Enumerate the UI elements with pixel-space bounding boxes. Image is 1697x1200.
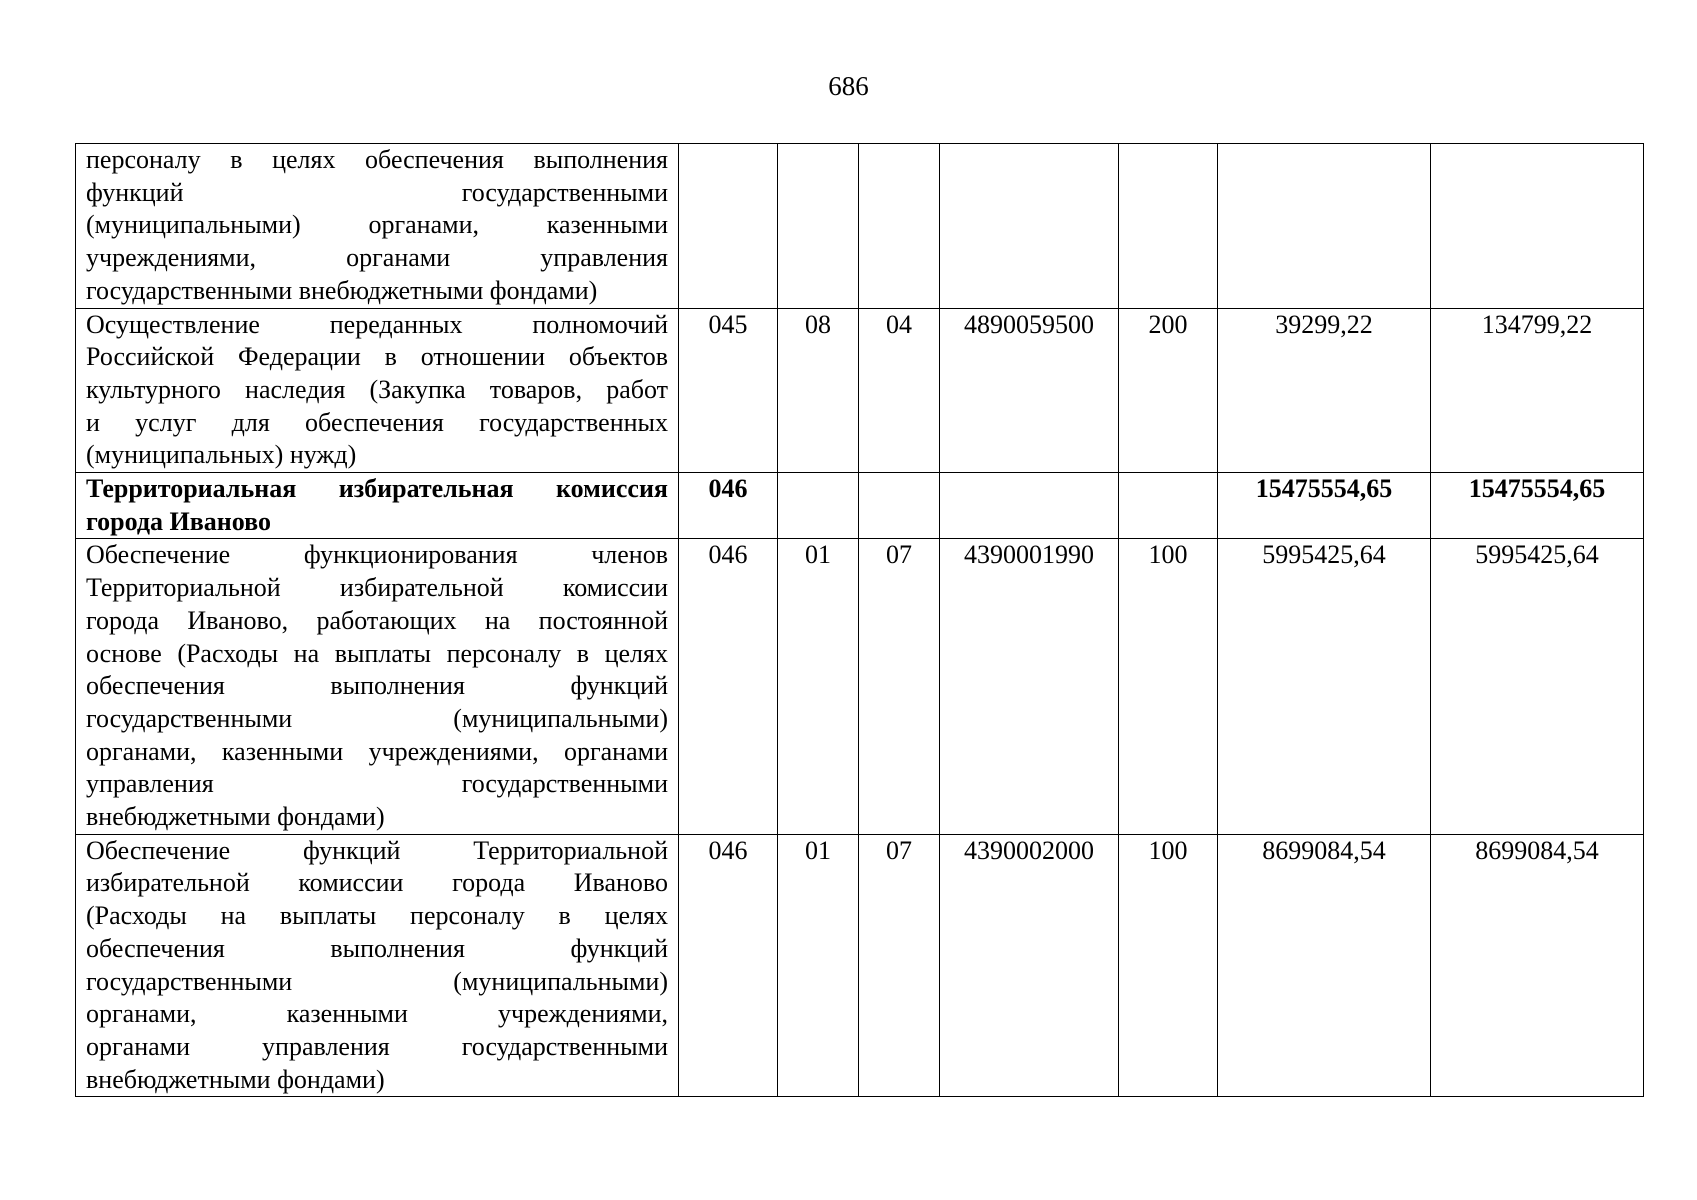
ministry-code-cell: 046: [679, 834, 778, 1097]
table-body: [76, 144, 1644, 1097]
description-line: органами управления государственными: [86, 1031, 668, 1061]
target-article-cell: 4390002000: [940, 834, 1119, 1097]
section-code-cell: 01: [778, 834, 859, 1097]
description-line: учреждениями, органами управления: [86, 243, 668, 273]
budget-table: [75, 143, 1644, 1097]
table-row: [76, 473, 1644, 539]
description-line: избирательной комиссии города Иваново: [86, 868, 668, 898]
amount-year2-cell: 134799,22: [1431, 308, 1644, 473]
amount-year1-cell: 5995425,64: [1218, 539, 1431, 834]
subsection-code-cell: [859, 473, 940, 539]
description-line: и услуг для обеспечения государственных: [86, 407, 668, 437]
amount-year2-cell: 8699084,54: [1431, 834, 1644, 1097]
subsection-code-cell: 04: [859, 308, 940, 473]
table-row: [76, 144, 1644, 309]
expense-type-cell: [1119, 473, 1218, 539]
section-code-cell: 01: [778, 539, 859, 834]
page-number: 686: [828, 71, 869, 101]
description-line: Обеспечение функционирования членов: [86, 540, 668, 570]
section-code-cell: 08: [778, 308, 859, 473]
target-article-cell: [940, 144, 1119, 309]
description-line: функций государственными: [86, 177, 668, 207]
target-article-cell: 4890059500: [940, 308, 1119, 473]
amount-year2-cell: [1431, 144, 1644, 309]
target-article-cell: 4390001990: [940, 539, 1119, 834]
description-line: органами, казенными учреждениями,: [86, 999, 668, 1029]
ministry-code-cell: 046: [679, 539, 778, 834]
expense-type-cell: 100: [1119, 834, 1218, 1097]
ministry-code-cell: [679, 144, 778, 309]
description-line: обеспечения выполнения функций: [86, 933, 668, 963]
description-line: Российской Федерации в отношении объектов: [86, 342, 668, 372]
description-cell: [76, 308, 679, 473]
description-cell: [76, 473, 679, 539]
expense-type-cell: 200: [1119, 308, 1218, 473]
description-line: государственными (муниципальными): [86, 966, 668, 996]
description-line: государственными (муниципальными): [86, 703, 668, 733]
description-line: внебюджетными фондами): [86, 1064, 385, 1094]
description-line: органами, казенными учреждениями, органами: [86, 736, 668, 766]
amount-year2-cell: 5995425,64: [1431, 539, 1644, 834]
subsection-code-cell: 07: [859, 539, 940, 834]
description-line: управления государственными: [86, 769, 668, 799]
amount-year1-cell: [1218, 144, 1431, 309]
description-cell: [76, 144, 679, 309]
description-line: государственными внебюджетными фондами): [86, 275, 598, 305]
target-article-cell: [940, 473, 1119, 539]
section-code-cell: [778, 144, 859, 309]
description-line: основе (Расходы на выплаты персоналу в целях: [86, 638, 668, 668]
amount-year1-cell: 39299,22: [1218, 308, 1431, 473]
expense-type-cell: [1119, 144, 1218, 309]
description-line: (муниципальными) органами, казенными: [86, 210, 668, 240]
expense-type-cell: 100: [1119, 539, 1218, 834]
description-line: Территориальной избирательной комиссии: [86, 573, 668, 603]
table-row: [76, 539, 1644, 834]
description-line: (Расходы на выплаты персоналу в целях: [86, 901, 668, 931]
description-line: обеспечения выполнения функций: [86, 671, 668, 701]
amount-year2-cell: 15475554,65: [1431, 473, 1644, 539]
description-line: Территориальная избирательная комиссия: [86, 474, 668, 504]
description-line: внебюджетными фондами): [86, 802, 385, 832]
ministry-code-cell: 045: [679, 308, 778, 473]
description-line: персоналу в целях обеспечения выполнения: [86, 145, 668, 174]
description-line: Осуществление переданных полномочий: [86, 309, 668, 339]
description-line: (муниципальных) нужд): [86, 440, 357, 470]
description-line: города Иваново, работающих на постоянной: [86, 605, 668, 635]
table-row: [76, 308, 1644, 473]
description-cell: [76, 834, 679, 1097]
description-line: Обеспечение функций Территориальной: [86, 835, 668, 865]
ministry-code-cell: 046: [679, 473, 778, 539]
amount-year1-cell: 8699084,54: [1218, 834, 1431, 1097]
description-line: культурного наследия (Закупка товаров, работ: [86, 374, 668, 404]
description-cell: [76, 539, 679, 834]
amount-year1-cell: 15475554,65: [1218, 473, 1431, 539]
description-line: города Иваново: [86, 506, 271, 536]
table-row: [76, 834, 1644, 1097]
subsection-code-cell: [859, 144, 940, 309]
subsection-code-cell: 07: [859, 834, 940, 1097]
section-code-cell: [778, 473, 859, 539]
